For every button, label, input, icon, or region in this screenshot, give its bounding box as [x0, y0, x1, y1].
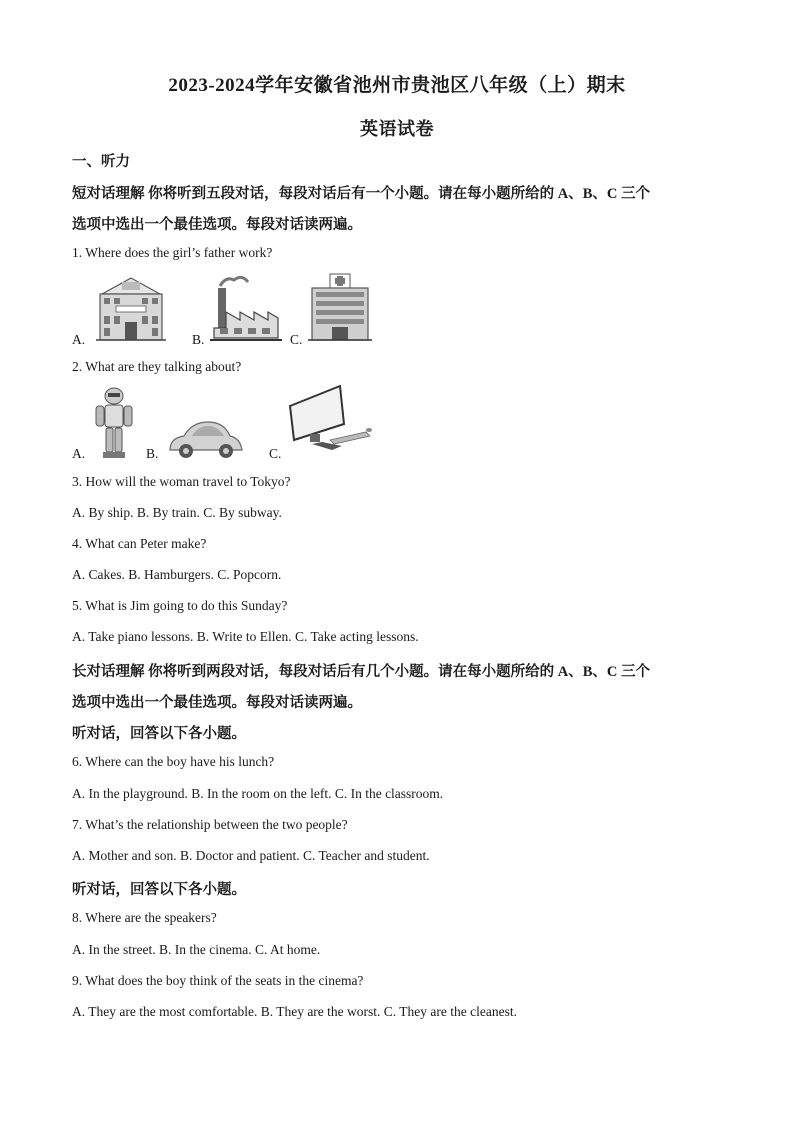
question-1: 1. Where does the girl’s father work? [72, 245, 273, 260]
question-8: 8. Where are the speakers? [72, 910, 217, 925]
question-2-picture-options [72, 384, 722, 464]
dialog-1-heading: 听对话，回答以下各小题。 [72, 726, 246, 742]
question-4: 4. What can Peter make? [72, 536, 207, 551]
question-9-options: A. They are the most comfortable. B. They are the worst. C. They are the cleanest. [72, 1004, 517, 1019]
factory-icon [210, 272, 282, 349]
question-8-options: A. In the street. B. In the cinema. C. At home. [72, 942, 321, 957]
part2-instructions-line2: 选项中选出一个最佳选项。每段对话读两遍。 [72, 695, 362, 711]
hospital-icon [308, 272, 372, 349]
part1-instructions-line1: 短对话理解 你将听到五段对话，每段对话后有一个小题。请在每小题所给的 A、B、C 三个 [72, 186, 650, 202]
question-7-options: A. Mother and son. B. Doctor and patient. C. Teacher and student. [72, 848, 430, 863]
question-9: 9. What does the boy think of the seats in the cinema? [72, 973, 364, 988]
question-7: 7. What’s the relationship between the two people? [72, 817, 348, 832]
question-5-options: A. Take piano lessons. B. Write to Ellen. C. Take acting lessons. [72, 629, 419, 644]
part2-instructions-line1: 长对话理解 你将听到两段对话，每段对话后有几个小题。请在每小题所给的 A、B、C 三个 [72, 664, 650, 680]
question-6-options: A. In the playground. B. In the room on the left. C. In the classroom. [72, 786, 444, 801]
robot-icon [94, 386, 134, 465]
question-6: 6. Where can the boy have his lunch? [72, 754, 275, 769]
school-building-icon [94, 276, 168, 347]
option-label-c: C. [290, 332, 303, 347]
option-label-a: A. [72, 446, 86, 461]
computer-icon [286, 384, 376, 463]
question-2: 2. What are they talking about? [72, 359, 242, 374]
exam-title: 2023-2024学年安徽省池州市贵池区八年级（上）期末 [168, 75, 626, 96]
question-3: 3. How will the woman travel to Tokyo? [72, 474, 291, 489]
question-4-options: A. Cakes. B. Hamburgers. C. Popcorn. [72, 567, 282, 582]
question-3-options: A. By ship. B. By train. C. By subway. [72, 505, 282, 520]
part1-instructions-line2: 选项中选出一个最佳选项。每段对话读两遍。 [72, 217, 362, 233]
car-icon [166, 420, 244, 465]
option-label-b: B. [192, 332, 205, 347]
question-1-picture-options [72, 272, 722, 352]
dialog-2-heading: 听对话，回答以下各小题。 [72, 882, 246, 898]
option-label-b: B. [146, 446, 159, 461]
question-5: 5. What is Jim going to do this Sunday? [72, 598, 288, 613]
option-label-c: C. [269, 446, 282, 461]
section-heading-listening: 一、听力 [72, 154, 130, 170]
exam-subtitle: 英语试卷 [360, 119, 434, 139]
option-label-a: A. [72, 332, 86, 347]
